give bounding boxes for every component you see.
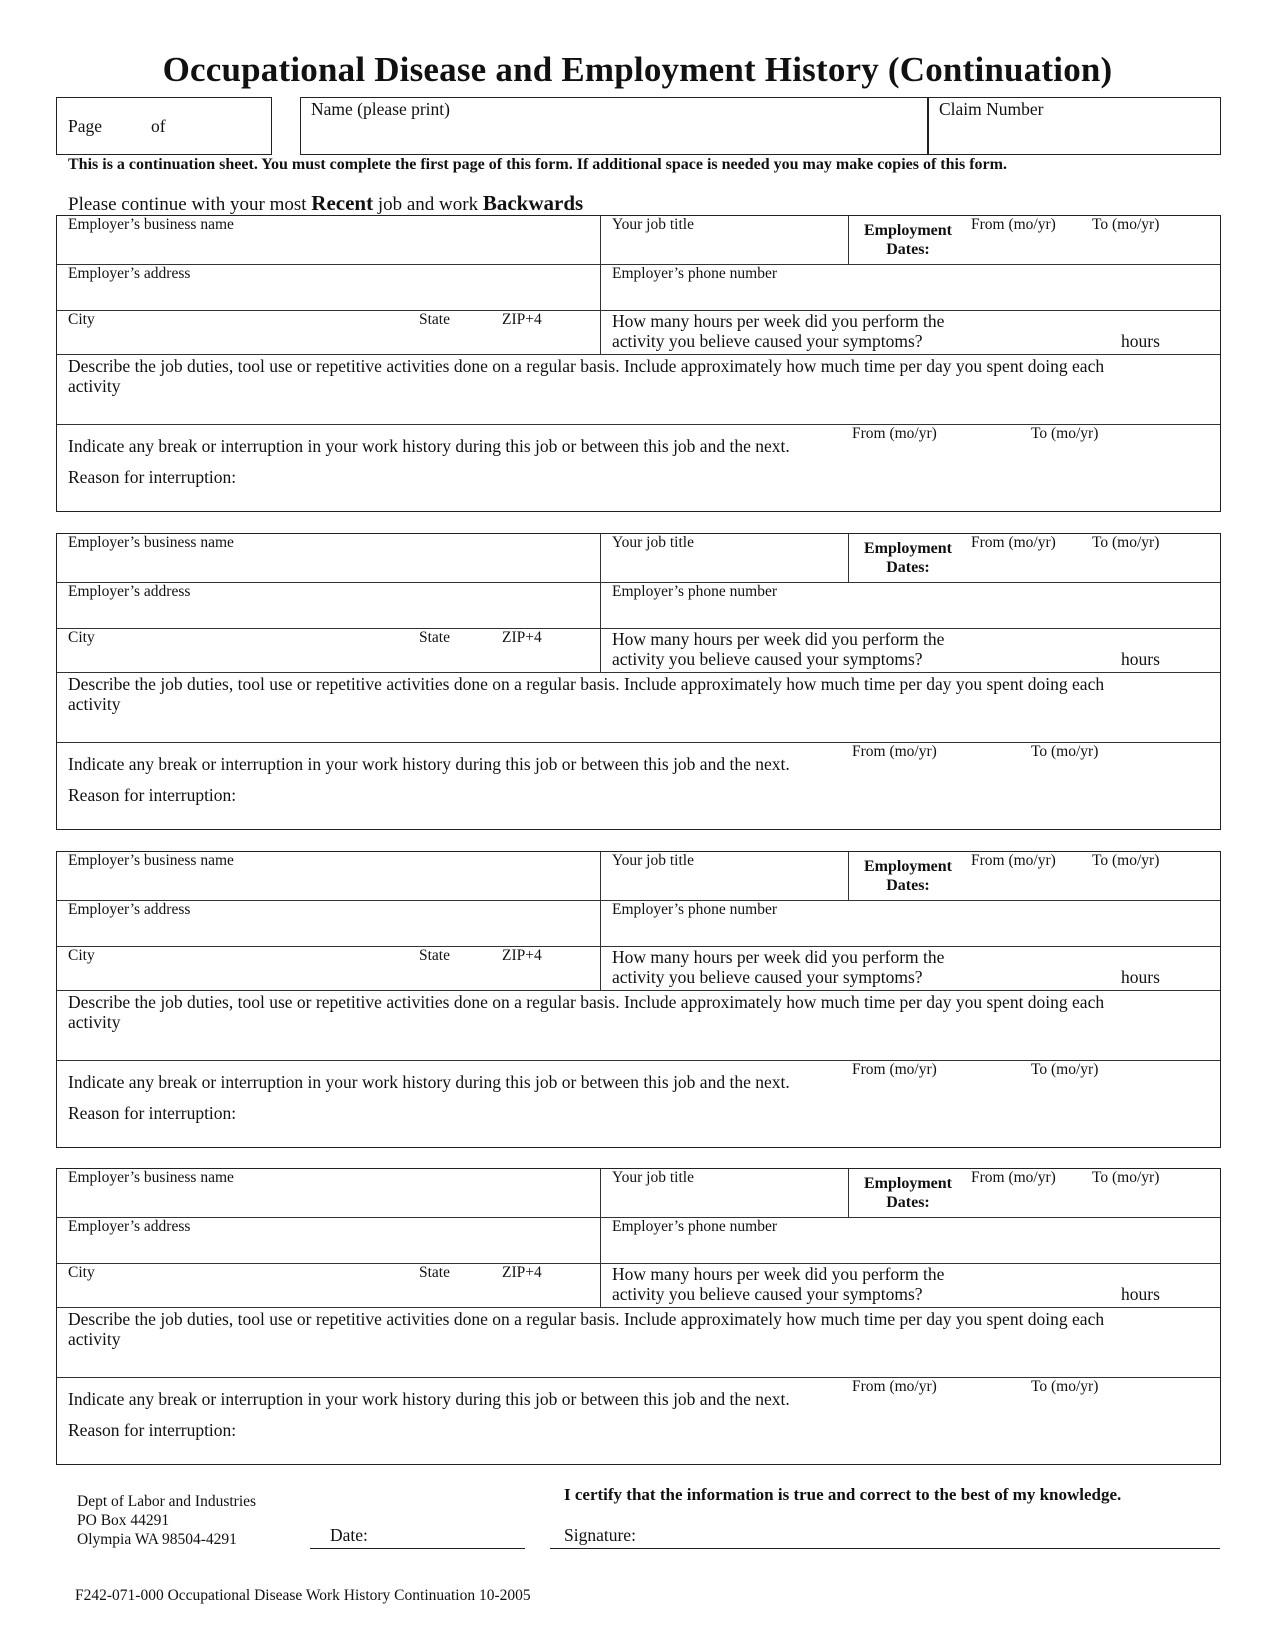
break-from-field[interactable] (852, 1397, 1022, 1419)
city-label: City (68, 1264, 95, 1281)
employment-to-label: To (mo/yr) (1092, 1169, 1160, 1186)
date-label: Date: (330, 1525, 368, 1545)
city-label: City (68, 629, 95, 646)
hours-question-line1: How many hours per week did you perform the (612, 311, 945, 331)
state-field[interactable] (407, 947, 487, 990)
hours-question-line2: activity you believe caused your symptoms? (612, 967, 923, 987)
zip-label: ZIP+4 (502, 629, 542, 646)
break-question: Indicate any break or interruption in your work history during this job or between this job and the next. (68, 436, 790, 456)
employer-address-field[interactable] (57, 583, 600, 628)
reason-field[interactable] (257, 786, 1207, 822)
employer-address-label: Employer’s address (68, 1218, 191, 1235)
zip-label: ZIP+4 (502, 311, 542, 328)
break-to-field[interactable] (1031, 444, 1201, 466)
job-duties-label-line1: Describe the job duties, tool use or repetitive activities done on a regular basis. Include approximately how much time per day you spent doing each (68, 1309, 1105, 1329)
zip-label: ZIP+4 (502, 947, 542, 964)
employment-from-label: From (mo/yr) (971, 216, 1056, 233)
hours-unit-label: hours (1121, 1284, 1160, 1304)
city-field[interactable] (57, 947, 407, 990)
employer-address-label: Employer’s address (68, 583, 191, 600)
employment-to-field[interactable] (1092, 534, 1220, 582)
employer-phone-label: Employer’s phone number (612, 901, 778, 918)
employer-address-label: Employer’s address (68, 901, 191, 918)
reason-label: Reason for interruption: (68, 785, 237, 805)
job-duties-field[interactable] (57, 991, 1220, 1060)
employment-from-field[interactable] (967, 852, 1089, 900)
job-duties-field[interactable] (57, 355, 1220, 424)
employer-phone-field[interactable] (601, 901, 1220, 946)
reason-field[interactable] (257, 1421, 1207, 1457)
city-field[interactable] (57, 311, 407, 354)
break-to-label: To (mo/yr) (1031, 743, 1099, 760)
employment-to-field[interactable] (1092, 216, 1220, 264)
state-label: State (419, 1264, 450, 1281)
break-to-label: To (mo/yr) (1031, 1378, 1099, 1395)
break-to-field[interactable] (1031, 762, 1201, 784)
employment-label: Employment (864, 540, 952, 557)
break-question: Indicate any break or interruption in your work history during this job or between this job and the next. (68, 1389, 790, 1409)
form-number: F242-071-000 Occupational Disease Work History Continuation 10-2005 (75, 1587, 531, 1604)
employer-phone-label: Employer’s phone number (612, 583, 778, 600)
hours-question-line1: How many hours per week did you perform the (612, 947, 945, 967)
intro-recent: Recent (311, 191, 374, 215)
po-box: PO Box 44291 (77, 1512, 170, 1529)
employer-phone-field[interactable] (601, 1218, 1220, 1263)
state-label: State (419, 311, 450, 328)
employer-name-field[interactable] (57, 534, 600, 582)
break-from-label: From (mo/yr) (852, 1061, 937, 1078)
employer-phone-label: Employer’s phone number (612, 265, 778, 282)
job-title-field[interactable] (601, 534, 848, 582)
employment-dates-label (853, 1174, 963, 1212)
employer-phone-field[interactable] (601, 583, 1220, 628)
claim-number-field[interactable] (928, 97, 1221, 155)
break-from-field[interactable] (852, 1080, 1022, 1102)
reason-field[interactable] (257, 468, 1207, 504)
dept-city: Olympia WA 98504-4291 (77, 1531, 237, 1548)
reason-label: Reason for interruption: (68, 467, 237, 487)
job-title-label: Your job title (612, 852, 694, 869)
reason-label: Reason for interruption: (68, 1420, 237, 1440)
employer-name-label: Employer’s business name (68, 852, 234, 869)
hours-question-line2: activity you believe caused your symptoms? (612, 1284, 923, 1304)
job-title-label: Your job title (612, 216, 694, 233)
employment-from-field[interactable] (967, 1169, 1089, 1217)
employment-to-label: To (mo/yr) (1092, 852, 1160, 869)
state-field[interactable] (407, 311, 487, 354)
hours-question-line1: How many hours per week did you perform the (612, 1264, 945, 1284)
dates-label: Dates: (886, 1194, 930, 1211)
employment-section-2 (56, 533, 1221, 830)
intro-part1: Please continue with your most (68, 194, 312, 215)
break-from-label: From (mo/yr) (852, 743, 937, 760)
dept-name: Dept of Labor and Industries (77, 1493, 257, 1510)
employment-to-label: To (mo/yr) (1092, 534, 1160, 551)
employment-from-field[interactable] (967, 216, 1089, 264)
state-field[interactable] (407, 1264, 487, 1307)
break-from-label: From (mo/yr) (852, 425, 937, 442)
zip-field[interactable] (487, 1264, 600, 1307)
employer-name-field[interactable] (57, 1169, 600, 1217)
employment-from-label: From (mo/yr) (971, 534, 1056, 551)
employment-label: Employment (864, 1175, 952, 1192)
page-title: Occupational Disease and Employment History (Continuation) (162, 50, 1113, 89)
zip-field[interactable] (487, 311, 600, 354)
job-duties-field[interactable] (57, 1308, 1220, 1377)
job-duties-label-line2: activity (68, 376, 121, 396)
employment-to-field[interactable] (1092, 852, 1220, 900)
break-to-field[interactable] (1031, 1397, 1201, 1419)
signature-label: Signature: (564, 1525, 636, 1545)
hours-unit-label: hours (1121, 331, 1160, 351)
employer-address-label: Employer’s address (68, 265, 191, 282)
break-from-field[interactable] (852, 444, 1022, 466)
intro-part2: job and work (373, 194, 483, 215)
dates-label: Dates: (886, 559, 930, 576)
employment-from-label: From (mo/yr) (971, 852, 1056, 869)
name-label: Name (please print) (311, 99, 450, 119)
signature-field[interactable] (550, 1522, 1220, 1548)
break-to-label: To (mo/yr) (1031, 1061, 1099, 1078)
dates-label: Dates: (886, 241, 930, 258)
job-duties-label-line1: Describe the job duties, tool use or repetitive activities done on a regular basis. Include approximately how much time per day you spent doing each (68, 356, 1105, 376)
name-field[interactable] (300, 97, 928, 155)
job-duties-label-line2: activity (68, 694, 121, 714)
certification-statement: I certify that the information is true and correct to the best of my knowledge. (564, 1485, 1122, 1504)
job-title-field[interactable] (601, 216, 848, 264)
employment-dates-label (853, 857, 963, 895)
job-title-field[interactable] (601, 852, 848, 900)
intro-backwards: Backwards (482, 191, 584, 215)
employer-name-label: Employer’s business name (68, 216, 234, 233)
employment-from-label: From (mo/yr) (971, 1169, 1056, 1186)
continuation-note: This is a continuation sheet. You must complete the first page of this form. If additional space is needed you may make copies of this form. (68, 156, 1007, 173)
employment-label: Employment (864, 222, 952, 239)
break-to-field[interactable] (1031, 1080, 1201, 1102)
employer-name-label: Employer’s business name (68, 1169, 234, 1186)
employer-phone-field[interactable] (601, 265, 1220, 310)
signature-underline (550, 1548, 1220, 1549)
city-field[interactable] (57, 629, 407, 672)
job-duties-label-line2: activity (68, 1012, 121, 1032)
job-duties-label-line2: activity (68, 1329, 121, 1349)
state-label: State (419, 947, 450, 964)
job-duties-field[interactable] (57, 673, 1220, 742)
employment-from-field[interactable] (967, 534, 1089, 582)
zip-field[interactable] (487, 629, 600, 672)
zip-field[interactable] (487, 947, 600, 990)
employer-address-field[interactable] (57, 265, 600, 310)
job-duties-label-line1: Describe the job duties, tool use or repetitive activities done on a regular basis. Include approximately how much time per day you spent doing each (68, 992, 1105, 1012)
intro-text (68, 191, 583, 216)
job-title-label: Your job title (612, 1169, 694, 1186)
department-address (77, 1492, 256, 1549)
job-title-field[interactable] (601, 1169, 848, 1217)
employment-dates-label (853, 539, 963, 577)
employer-address-field[interactable] (57, 901, 600, 946)
hours-unit-label: hours (1121, 967, 1160, 987)
break-from-field[interactable] (852, 762, 1022, 784)
zip-label: ZIP+4 (502, 1264, 542, 1281)
break-question: Indicate any break or interruption in your work history during this job or between this job and the next. (68, 1072, 790, 1092)
hours-question-line2: activity you believe caused your symptoms? (612, 331, 923, 351)
employment-to-field[interactable] (1092, 1169, 1220, 1217)
hours-question-line1: How many hours per week did you perform the (612, 629, 945, 649)
of-label: of (151, 116, 166, 136)
employment-section-3 (56, 851, 1221, 1148)
job-duties-label-line1: Describe the job duties, tool use or repetitive activities done on a regular basis. Include approximately how much time per day you spent doing each (68, 674, 1105, 694)
break-from-label: From (mo/yr) (852, 1378, 937, 1395)
employment-section-4 (56, 1168, 1221, 1465)
employment-to-label: To (mo/yr) (1092, 216, 1160, 233)
reason-label: Reason for interruption: (68, 1103, 237, 1123)
employer-address-field[interactable] (57, 1218, 600, 1263)
break-question: Indicate any break or interruption in your work history during this job or between this job and the next. (68, 754, 790, 774)
employment-dates-label (853, 221, 963, 259)
date-field[interactable] (310, 1522, 525, 1548)
city-label: City (68, 947, 95, 964)
date-underline (310, 1548, 525, 1549)
employer-phone-label: Employer’s phone number (612, 1218, 778, 1235)
hours-question-line2: activity you believe caused your symptoms? (612, 649, 923, 669)
reason-field[interactable] (257, 1104, 1207, 1140)
job-title-label: Your job title (612, 534, 694, 551)
hours-unit-label: hours (1121, 649, 1160, 669)
employer-name-field[interactable] (57, 852, 600, 900)
employment-label: Employment (864, 858, 952, 875)
employment-section-1 (56, 215, 1221, 512)
state-label: State (419, 629, 450, 646)
city-label: City (68, 311, 95, 328)
page-number-box[interactable] (56, 97, 272, 155)
dates-label: Dates: (886, 877, 930, 894)
employer-name-field[interactable] (57, 216, 600, 264)
city-field[interactable] (57, 1264, 407, 1307)
page-label: Page (68, 116, 103, 136)
break-to-label: To (mo/yr) (1031, 425, 1099, 442)
state-field[interactable] (407, 629, 487, 672)
claim-number-label: Claim Number (939, 99, 1044, 119)
employer-name-label: Employer’s business name (68, 534, 234, 551)
